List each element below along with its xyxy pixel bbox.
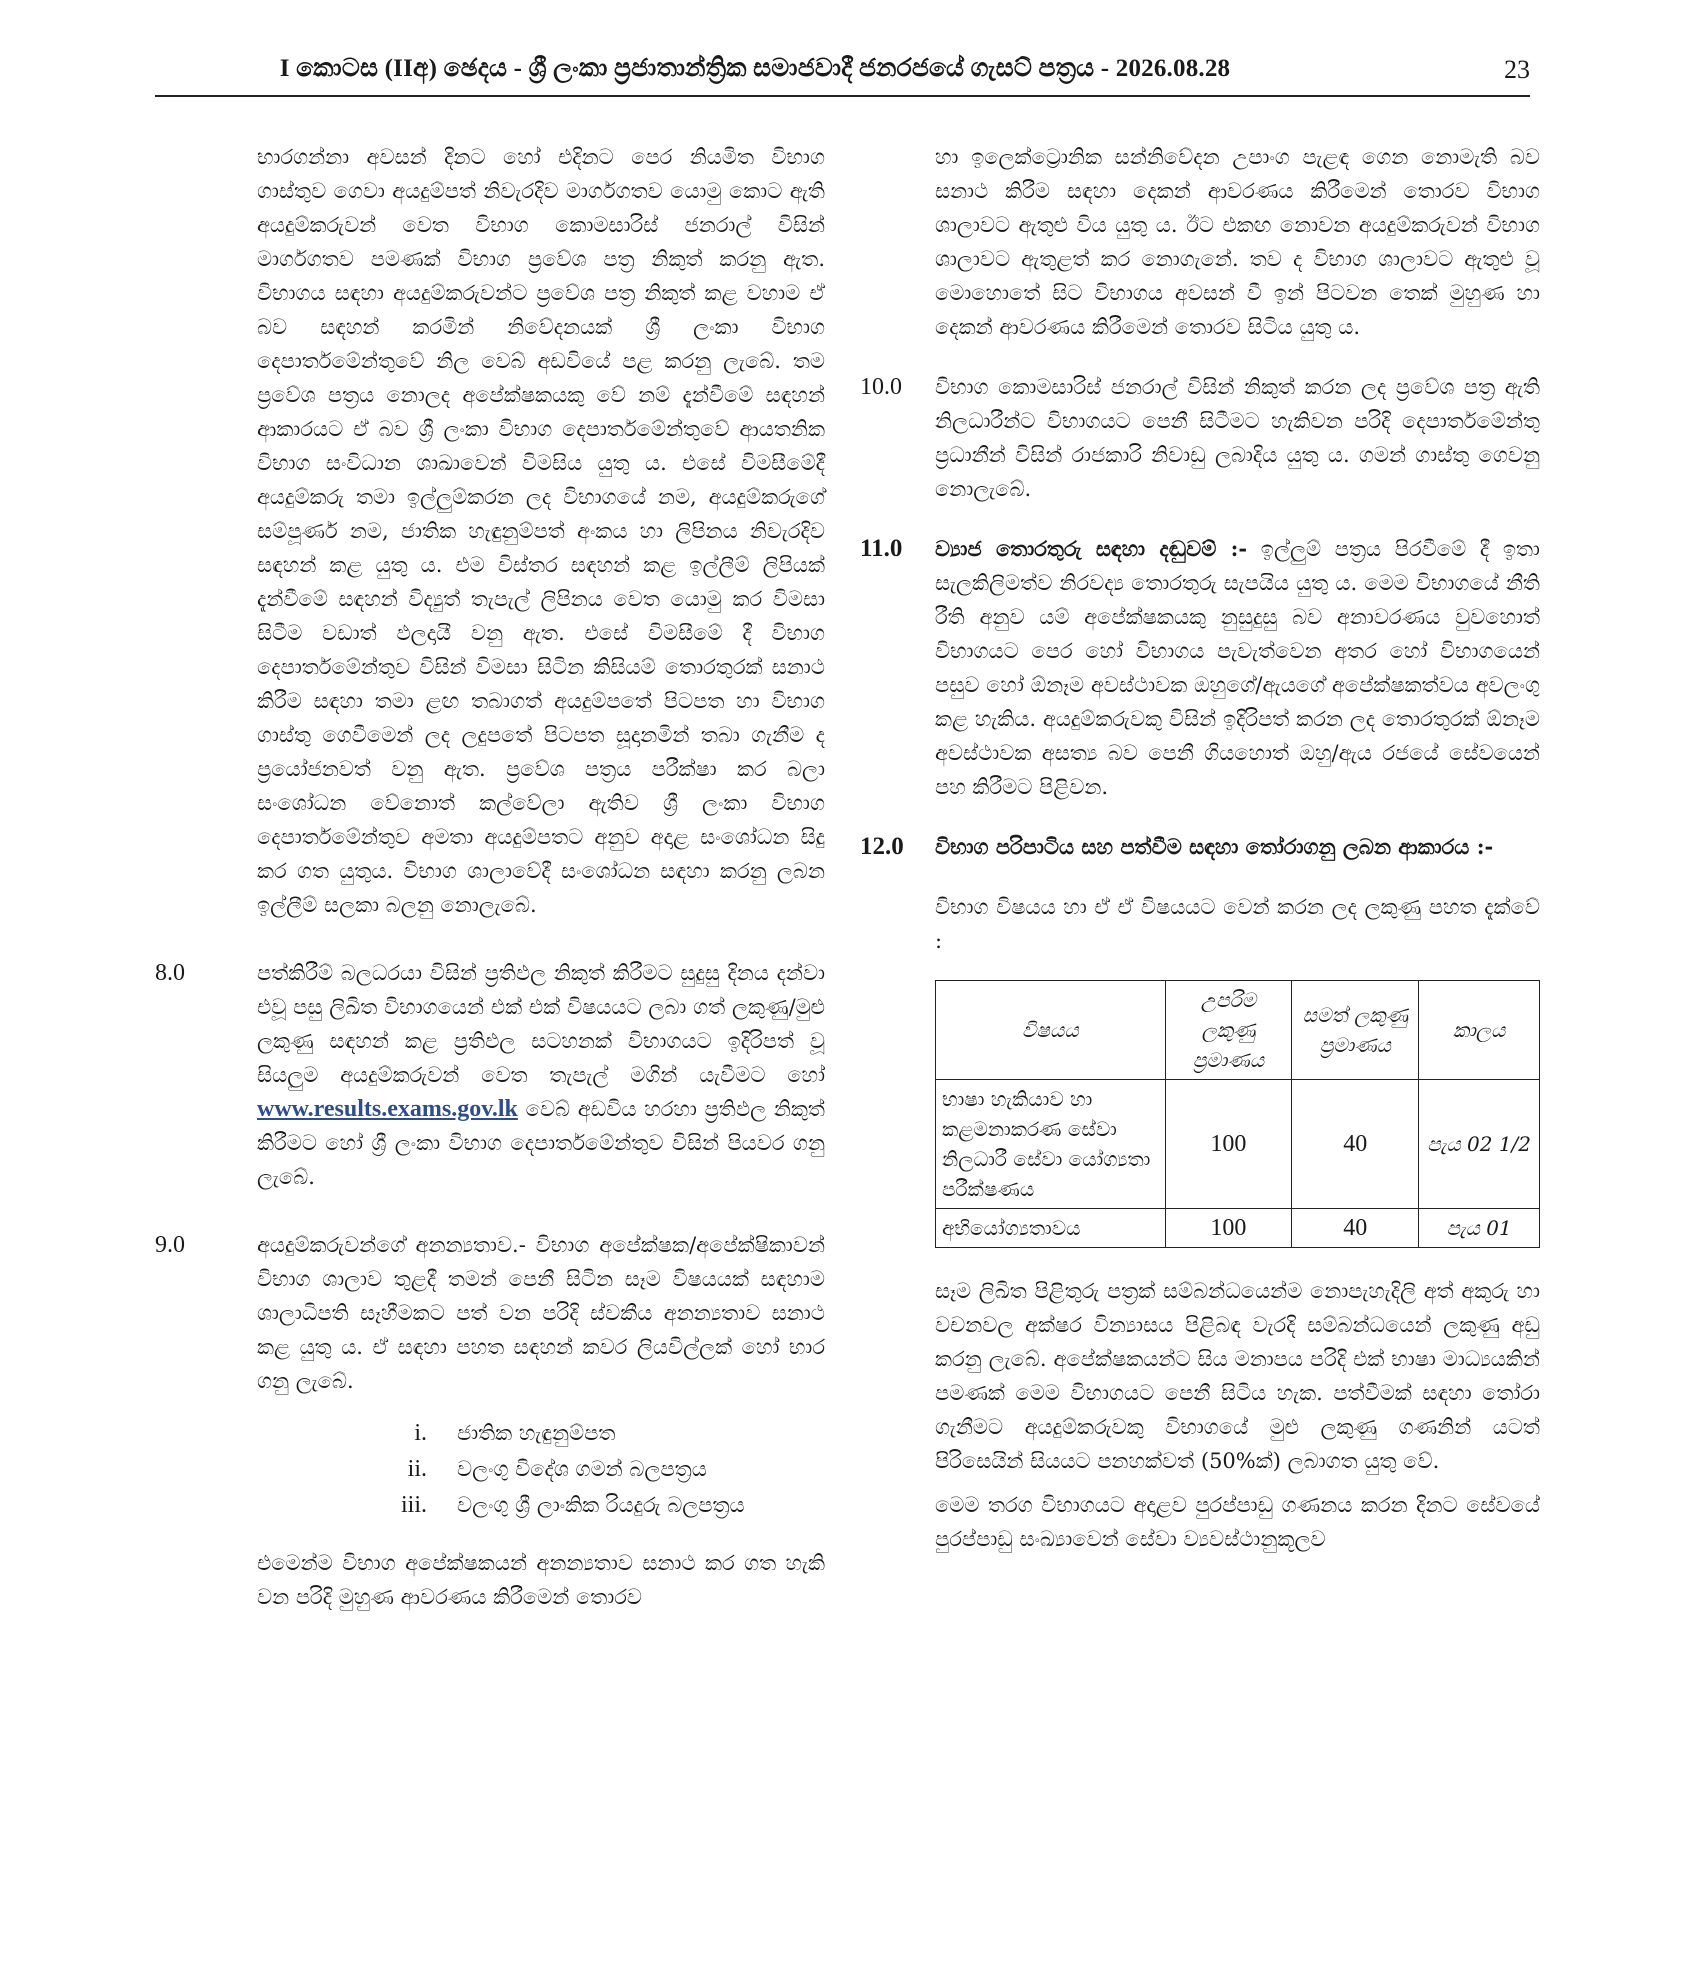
header-title: I කොටස (IIඅ) ඡෙදය - ශ්‍රී ලංකා ප්‍රජාතාන්ත්‍රික සමාජවාදී ජනරජයේ ගැසට් පත්‍රය - 2026.08.28 [279, 55, 1231, 82]
right-column [860, 140, 1540, 1556]
section-body [935, 532, 1540, 804]
vacancy-paragraph: මෙම තරග විභාගයට අදාළව පුරප්පාඩු ගණනය කරන දිනට සේවයේ පුරප්පාඩු සංඛ්‍යාවෙන් සේවා ව්‍යවස්ථානුකූලව [935, 1493, 1540, 1551]
section-number: 10.0 [860, 374, 902, 400]
admission-paragraph: භාරගන්නා අවසන් දිනට හෝ එදිනට පෙර නියමිත විභාග ගාස්තුව ගෙවා අයදුම්පත් නිවැරදිව මාර්ගගතව යොමු කොට ඇති අයදුම්කරුවන් වෙත විභාග කොමසාරිස් ජනරාල් විසින් මාර්ගගතව පමණක් විභාග ප්‍රවේශ පත්‍ර නිකුත් කරනු ඇත. විභාගය සඳහා අයදුම්කරුවන්ට ප්‍රවේශ පත්‍ර නිකුත් කළ වහාම ඒ බව සඳහන් කරමින් නිවේදනයක් ශ්‍රී ලංකා විභාග දෙපාර්තමේන්තුවේ නිල වෙබ් අඩවියේ පළ කරනු ලැබේ. තම ප්‍රවේශ පත්‍රය නොලද අපේක්ෂකයකු වේ නම් දැන්වීමේ සඳහන් ආකාරයට ඒ බව ශ්‍රී ලංකා විභාග දෙපාර්තමේන්තුවේ ආයතනික විභාග සංවිධාන ශාඛාවෙන් විමසිය යුතු ය. එසේ විමසීමේදී අයදුම්කරු තමා ඉල්ලුම්කරන ලද විභාගයේ නම, අයදුම්කරුගේ සම්පූර්ණ නම, ජාතික හැඳුනුම්පත් අංකය හා ලිපිනය නිවැරදිව සඳහන් කළ යුතු ය. එම විස්තර සඳහන් කළ ඉල්ලීම් ලිපියක් දැන්වීමේ සඳහන් විද්‍යුත් තැපැල් ලිපිනය වෙත යොමු කර විමසා සිටීම වඩාත් ඵලදායී වනු ඇත. එසේ විමසීමේ දී විභාග දෙපාර්තමේන්තුව විසින් විමසා සිටින කිසියම් තොරතුරක් සනාථ කිරීම සඳහා තමා ළඟ තබාගත් අයදුම්පතේ පිටපත හා විභාග ගාස්තු ගෙවීමෙන් ලද ලදුපතේ පිටපත සූදානමින් තබා ගැනීම ද ප්‍රයෝජනවත් වනු ඇත. ප්‍රවේශ පත්‍රය පරීක්ෂා කර බලා සංශෝධන වේනොත් කල්වේලා ඇතිව ශ්‍රී ලංකා විභාග දෙපාර්තමේන්තුව අමතා අයදුම්පතට අනුව අදාළ සංශෝධන සිදු කර ගත යුතුය. විභාග ශාලාවේදී සංශෝධන සඳහා කරනු ලබන ඉල්ලීම් සලකා බලනු නොලැබේ. [257, 145, 825, 917]
table-header-row [936, 981, 1540, 1080]
section-11-text: ඉල්ලුම් පත්‍රය පිරවීමේ දී ඉතා සැලකිලිමත්ව නිරවද්‍ය තොරතුරු සැපයිය යුතු ය. මෙම විභාගයේ නීති රීති අනුව යම් අපේක්ෂකයකු නුසුදුසු බව අනාවරණය වුවහොත් විභාගයට පෙර හෝ විභාගය පැවැත්වෙන අතර හෝ විභාගයෙන් පසුව හෝ ඕනෑම අවස්ථාවක ඔහුගේ/ඇයගේ අපේක්ෂකත්වය අවලංගු කළ හැකිය. අයදුම්කරුවකු විසින් ඉදිරිපත් කරන ලද තොරතුරක් ඕනෑම අවස්ථාවක අසත්‍ය බව පෙනී ගියහොත් ඔහු/ඇය රජයේ සේවයෙන් පහ කිරීමට පිළිවන. [935, 537, 1540, 799]
section-number: 8.0 [155, 960, 185, 986]
list-item [155, 1488, 835, 1524]
section-11 [860, 532, 1540, 804]
page-header [155, 55, 1530, 95]
section-9 [155, 1228, 835, 1614]
section-8-text: පත්කිරීම් බලධරයා විසින් ප්‍රතිඵල නිකුත් කිරීමට සුදුසු දිනය දන්වා එවූ පසු ලිඛිත විභාගයෙන් එක් එක් විෂයයට ලබා ගත් ලකුණු/මුළු ලකුණු සඳහන් කළ ප්‍රතිඵල සටහනක් විභාගයට ඉදිරිපත් වූ සියලුම අයදුම්කරුවන් වෙත තැපැල් මගින් යැවීමට හෝ [257, 961, 825, 1087]
column-header: කාලය [1419, 981, 1540, 1080]
marks-intro: විභාග විෂයය හා ඒ ඒ විෂයයට වෙන් කරන ලද ලකුණු පහත දැක්වේ : [935, 895, 1540, 953]
section-9-text: අයදුම්කරුවන්ගේ අනන්‍යතාව.- විභාග අපේක්ෂක/අපේක්ෂිකාවන් විභාග ශාලාව තුළදී තමන් පෙනී සිටින සෑම විෂයයක් සඳහාම ශාලාධිපති සෑහීමකට පත් වන පරිදි ස්වකීය අනන්‍යතාව සනාථ කළ යුතු ය. ඒ සඳහා පහත සඳහන් කවර ලියවිල්ලක් හෝ භාර ගනු ලැබේ. [257, 1233, 825, 1393]
table-cell: භාෂා හැකියාව හා කළමනාකරණ සේවා නිලධාරී සේවා යෝග්‍යතා පරීක්ෂණය [936, 1080, 1166, 1209]
table-cell: 40 [1292, 1209, 1419, 1248]
section-body [257, 956, 825, 1194]
section-heading: ව්‍යාජ තොරතුරු සඳහා දඬුවම් :- [935, 536, 1248, 561]
section-number: 12.0 [860, 833, 904, 860]
table-cell: පැය 01 [1419, 1209, 1540, 1248]
list-item-number: iii. [400, 1492, 427, 1518]
list-item-text: වලංගු ශ්‍රී ලාංකික රියදුරු බලපත්‍රය [457, 1493, 745, 1517]
table-cell: අභියෝග්‍යතාවය [936, 1209, 1166, 1248]
left-column [155, 140, 835, 1614]
table-cell: 100 [1165, 1080, 1292, 1209]
marking-paragraph: සෑම ලිඛිත පිළිතුරු පත්‍රක් සම්බන්ධයෙන්ම නොපැහැදිලි අත් අකුරු හා වචනවල අක්ෂර වින්‍යාසය පිළිබඳ වැරදි සම්බන්ධයෙන් ලකුණු අඩු කරනු ලැබේ. අපේක්ෂකයන්ට සිය මනාපය පරිදි එක් භාෂා මාධ්‍යයකින් පමණක් මෙම විභාගයට පෙනී සිටිය හැක. පත්වීමක් සඳහා තෝරා ගැනීමට අයදුම්කරුවකු විභාගයේ මුළු ලකුණු ගණනින් යටත් පිරිසෙයින් සියයට පනහක්වත් (50%ක්) ලබාගත යුතු වේ. [935, 1279, 1540, 1473]
header-rule [155, 95, 1530, 97]
section-8 [155, 956, 835, 1194]
list-item [155, 1452, 835, 1488]
page-number: 23 [1504, 55, 1530, 84]
column-header: උපරිම ලකුණු ප්‍රමාණය [1165, 981, 1292, 1080]
table-cell: 40 [1292, 1080, 1419, 1209]
list-item-text: ජාතික හැඳුනුම්පත [457, 1421, 616, 1445]
list-item-number: i. [414, 1420, 427, 1446]
table-cell: 100 [1165, 1209, 1292, 1248]
column-header: විෂයය [936, 981, 1166, 1080]
identity-document-list [155, 1416, 835, 1524]
list-item [155, 1416, 835, 1452]
section-body: විභාග කොමසාරිස් ජනරාල් විසින් නිකුත් කරන ලද ප්‍රවේශ පත්‍ර ඇති නිලධාරීන්ට විභාගයට පෙනී සිටීමට හැකිවන පරිදි දෙපාර්තමේන්තු ප්‍රධානීන් විසින් රාජකාරි නිවාඩු ලබාදිය යුතු ය. ගමන් ගාස්තු ගෙවනු නොලැබේ. [935, 375, 1540, 501]
face-cover-paragraph: හා ඉලෙක්ට්‍රොනික සන්නිවේදන උපාංග පැළඳ ගෙන නොමැති බව සනාථ කිරීම සඳහා දෙකන් ආවරණය කිරීමෙන් තොරව විභාග ශාලාවට ඇතුළු විය යුතු ය. ඊට එකඟ නොවන අයදුම්කරුවන් විභාග ශාලාවට ඇතුළත් කර නොගැනේ. තව ද විභාග ශාලාවට ඇතුළු වූ මොහොතේ සිට විභාගය අවසන් වී ඉන් පිටවන තෙක් මුහුණ හා දෙකන් ආවරණය කිරීමෙන් තොරව සිටිය යුතු ය. [935, 145, 1540, 339]
section-heading: විභාග පරිපාටිය සහ පත්වීම සඳහා තෝරාගනු ලබන ආකාරය :- [935, 834, 1494, 859]
section-8-text-after: වෙබ් අඩවිය හරහා ප්‍රතිඵල නිකුත් කිරීමට හෝ ශ්‍රී ලංකා විභාග දෙපාර්තමේන්තුව විසින් පියවර ගනු ලැබේ. [257, 1097, 825, 1189]
list-item-number: ii. [407, 1456, 427, 1482]
identity-after-paragraph: එමෙන්ම විභාග අපේක්ෂකයන් අනන්‍යතාව සනාථ කර ගත හැකි වන පරිදි මුහුණ ආවරණය කිරීමෙන් තොරව [257, 1551, 825, 1609]
section-number: 11.0 [860, 535, 903, 562]
table-cell: පැය 02 1/2 [1419, 1080, 1540, 1209]
section-12 [860, 830, 1540, 1556]
table-row [936, 1209, 1540, 1248]
table-row [936, 1080, 1540, 1209]
section-body [257, 1228, 825, 1398]
list-item-text: වලංගු විදේශ ගමන් බලපත්‍රය [457, 1457, 707, 1481]
results-website-link[interactable]: www.results.exams.gov.lk [257, 1096, 518, 1122]
marks-table [935, 980, 1540, 1248]
section-10 [860, 370, 1540, 506]
section-number: 9.0 [155, 1232, 185, 1258]
column-header: සමත් ලකුණු ප්‍රමාණය [1292, 981, 1419, 1080]
